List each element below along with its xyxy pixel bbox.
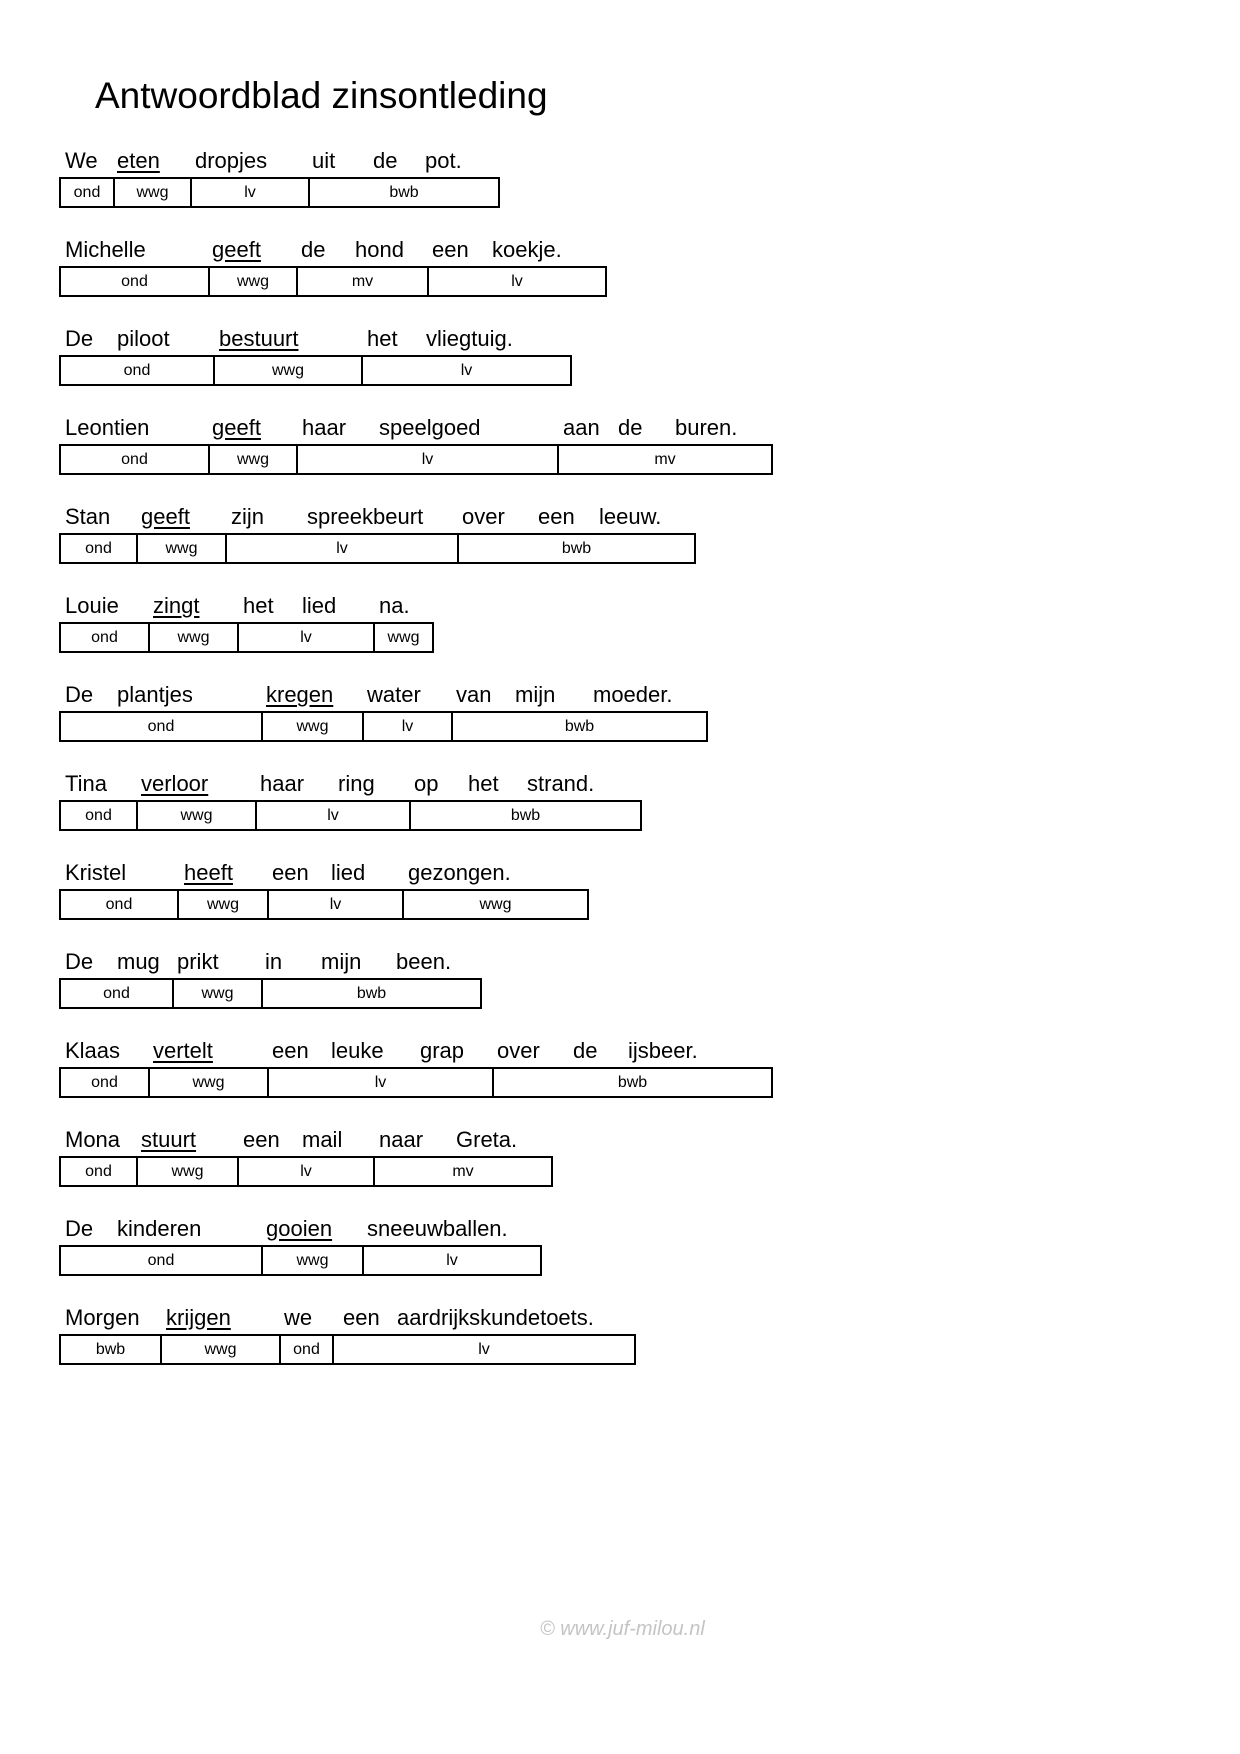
- sentence-word: prikt: [177, 949, 219, 974]
- parse-label-box: bwb: [261, 978, 482, 1009]
- sentence-verb: geeft: [141, 504, 190, 529]
- parse-label-box: wwg: [136, 1156, 239, 1187]
- sentence-word: Louie: [65, 593, 119, 618]
- sentence-word: van: [456, 682, 492, 707]
- sentence-word: De: [65, 326, 94, 351]
- sentence-word: naar: [379, 1127, 424, 1152]
- parse-label-box: wwg: [148, 622, 239, 653]
- parse-label-box: lv: [427, 266, 607, 297]
- sentence-word: Tina: [65, 771, 107, 796]
- parse-label-box: ond: [279, 1334, 334, 1365]
- parse-label-box: lv: [237, 622, 375, 653]
- parse-label-box: wwg: [160, 1334, 281, 1365]
- sentence-word: een: [243, 1127, 280, 1152]
- parse-label-box: ond: [59, 533, 138, 564]
- sentence-word: We: [65, 148, 98, 173]
- sentence-word: het: [468, 771, 499, 796]
- sentence-word: ring: [338, 771, 375, 796]
- sentence-word: Greta.: [456, 1127, 518, 1152]
- sentence-verb: gooien: [266, 1216, 333, 1241]
- parse-label-box: ond: [59, 266, 210, 297]
- parse-label-box: wwg: [213, 355, 363, 386]
- sentence-verb: krijgen: [166, 1305, 231, 1330]
- parse-label-box: wwg: [136, 533, 227, 564]
- parse-label-box: bwb: [308, 177, 500, 208]
- parse-label-box: wwg: [208, 266, 298, 297]
- sentence-word: het: [367, 326, 398, 351]
- parse-label-box: ond: [59, 800, 138, 831]
- sentence-word: sneeuwballen.: [367, 1216, 508, 1241]
- parse-label-box: lv: [296, 444, 559, 475]
- sentence-word: De: [65, 1216, 94, 1241]
- sentence-word: in: [265, 949, 283, 974]
- sentence-word: strand.: [527, 771, 595, 796]
- sentence-word: Mona: [65, 1127, 121, 1152]
- sentence-word: Stan: [65, 504, 111, 529]
- sentence-word: de: [373, 148, 398, 173]
- sentence-word: been.: [396, 949, 452, 974]
- sentence-verb: geeft: [212, 415, 261, 440]
- sentence-verb: kregen: [266, 682, 334, 707]
- sentence-word: een: [432, 237, 469, 262]
- parse-label-box: lv: [362, 1245, 542, 1276]
- sentence-word: de: [618, 415, 643, 440]
- parse-label-box: lv: [225, 533, 459, 564]
- sentence-word: mijn: [515, 682, 556, 707]
- parse-label-box: bwb: [451, 711, 708, 742]
- parse-label-box: ond: [59, 889, 179, 920]
- sentence-word: aardrijkskundetoets.: [397, 1305, 594, 1330]
- sentence-word: De: [65, 949, 94, 974]
- sentence-word: een: [538, 504, 575, 529]
- parse-label-box: mv: [296, 266, 429, 297]
- parse-label-box: mv: [373, 1156, 553, 1187]
- footer-copyright: © www.juf-milou.nl: [540, 1618, 705, 1640]
- sentence-word: mijn: [321, 949, 362, 974]
- parse-label-box: ond: [59, 1067, 150, 1098]
- sentence-word: leeuw.: [599, 504, 662, 529]
- sentence-word: pot.: [425, 148, 462, 173]
- parse-label-box: wwg: [113, 177, 192, 208]
- sentence-word: zijn: [231, 504, 265, 529]
- parse-label-box: lv: [255, 800, 411, 831]
- sentence-verb: vertelt: [153, 1038, 213, 1063]
- parse-label-box: ond: [59, 355, 215, 386]
- parse-label-box: ond: [59, 711, 263, 742]
- sentence-word: ijsbeer.: [628, 1038, 698, 1063]
- sentence-verb: zingt: [153, 593, 200, 618]
- sentence-word: piloot: [117, 326, 170, 351]
- sentence-word: buren.: [675, 415, 738, 440]
- sentence-word: mug: [117, 949, 160, 974]
- parse-label-box: wwg: [373, 622, 434, 653]
- parse-label-box: lv: [190, 177, 310, 208]
- sentence-word: gezongen.: [408, 860, 511, 885]
- sentence-word: een: [272, 860, 309, 885]
- parse-label-box: ond: [59, 177, 115, 208]
- parse-label-box: lv: [237, 1156, 375, 1187]
- sentence-verb: heeft: [184, 860, 233, 885]
- sentence-word: lied: [331, 860, 366, 885]
- sentence-word: spreekbeurt: [307, 504, 424, 529]
- parse-label-box: wwg: [136, 800, 257, 831]
- sentence-word: een: [343, 1305, 380, 1330]
- parse-label-box: wwg: [261, 1245, 364, 1276]
- parse-label-box: wwg: [177, 889, 269, 920]
- sentence-word: Michelle: [65, 237, 146, 262]
- parse-label-box: ond: [59, 622, 150, 653]
- sentence-word: uit: [312, 148, 336, 173]
- sentence-word: koekje.: [492, 237, 562, 262]
- sentence-word: op: [414, 771, 439, 796]
- sentence-word: na.: [379, 593, 410, 618]
- sentence-verb: stuurt: [141, 1127, 197, 1152]
- sentence-word: mail: [302, 1127, 343, 1152]
- parse-label-box: wwg: [261, 711, 364, 742]
- parse-label-box: wwg: [402, 889, 589, 920]
- sentence-word: vliegtuig.: [426, 326, 513, 351]
- parse-label-box: wwg: [148, 1067, 269, 1098]
- parse-label-box: bwb: [457, 533, 696, 564]
- sentence-word: water: [367, 682, 421, 707]
- sentence-word: Morgen: [65, 1305, 140, 1330]
- parse-label-box: ond: [59, 1156, 138, 1187]
- sentence-word: plantjes: [117, 682, 193, 707]
- sentence-word: kinderen: [117, 1216, 202, 1241]
- sentence-word: lied: [302, 593, 337, 618]
- sentence-word: de: [573, 1038, 598, 1063]
- parse-label-box: lv: [332, 1334, 636, 1365]
- parse-label-box: mv: [557, 444, 773, 475]
- parse-label-box: wwg: [172, 978, 263, 1009]
- sentence-word: De: [65, 682, 94, 707]
- parse-label-box: bwb: [492, 1067, 773, 1098]
- parse-label-box: ond: [59, 444, 210, 475]
- sentence-word: speelgoed: [379, 415, 481, 440]
- sentence-verb: eten: [117, 148, 160, 173]
- sentence-word: dropjes: [195, 148, 268, 173]
- parse-label-box: lv: [361, 355, 572, 386]
- sentence-word: grap: [420, 1038, 465, 1063]
- sentence-word: haar: [302, 415, 347, 440]
- parse-label-box: wwg: [208, 444, 298, 475]
- sentence-word: haar: [260, 771, 305, 796]
- sentence-verb: verloor: [141, 771, 209, 796]
- sentence-word: Klaas: [65, 1038, 121, 1063]
- sentence-word: een: [272, 1038, 309, 1063]
- parse-label-box: bwb: [59, 1334, 162, 1365]
- page-title: Antwoordblad zinsontleding: [95, 75, 548, 116]
- sentence-word: hond: [355, 237, 404, 262]
- sentence-word: over: [462, 504, 505, 529]
- sentence-word: moeder.: [593, 682, 673, 707]
- sentence-word: Kristel: [65, 860, 127, 885]
- parse-label-box: ond: [59, 1245, 263, 1276]
- sentence-word: het: [243, 593, 274, 618]
- sentence-word: aan: [563, 415, 600, 440]
- sentence-verb: bestuurt: [219, 326, 299, 351]
- sentence-word: de: [301, 237, 326, 262]
- sentence-word: we: [284, 1305, 313, 1330]
- parse-label-box: bwb: [409, 800, 642, 831]
- sentence-word: Leontien: [65, 415, 150, 440]
- parse-label-box: lv: [267, 889, 404, 920]
- parse-label-box: lv: [267, 1067, 494, 1098]
- sentence-verb: geeft: [212, 237, 261, 262]
- sentence-word: leuke: [331, 1038, 384, 1063]
- sentence-word: over: [497, 1038, 540, 1063]
- parse-label-box: ond: [59, 978, 174, 1009]
- parse-label-box: lv: [362, 711, 453, 742]
